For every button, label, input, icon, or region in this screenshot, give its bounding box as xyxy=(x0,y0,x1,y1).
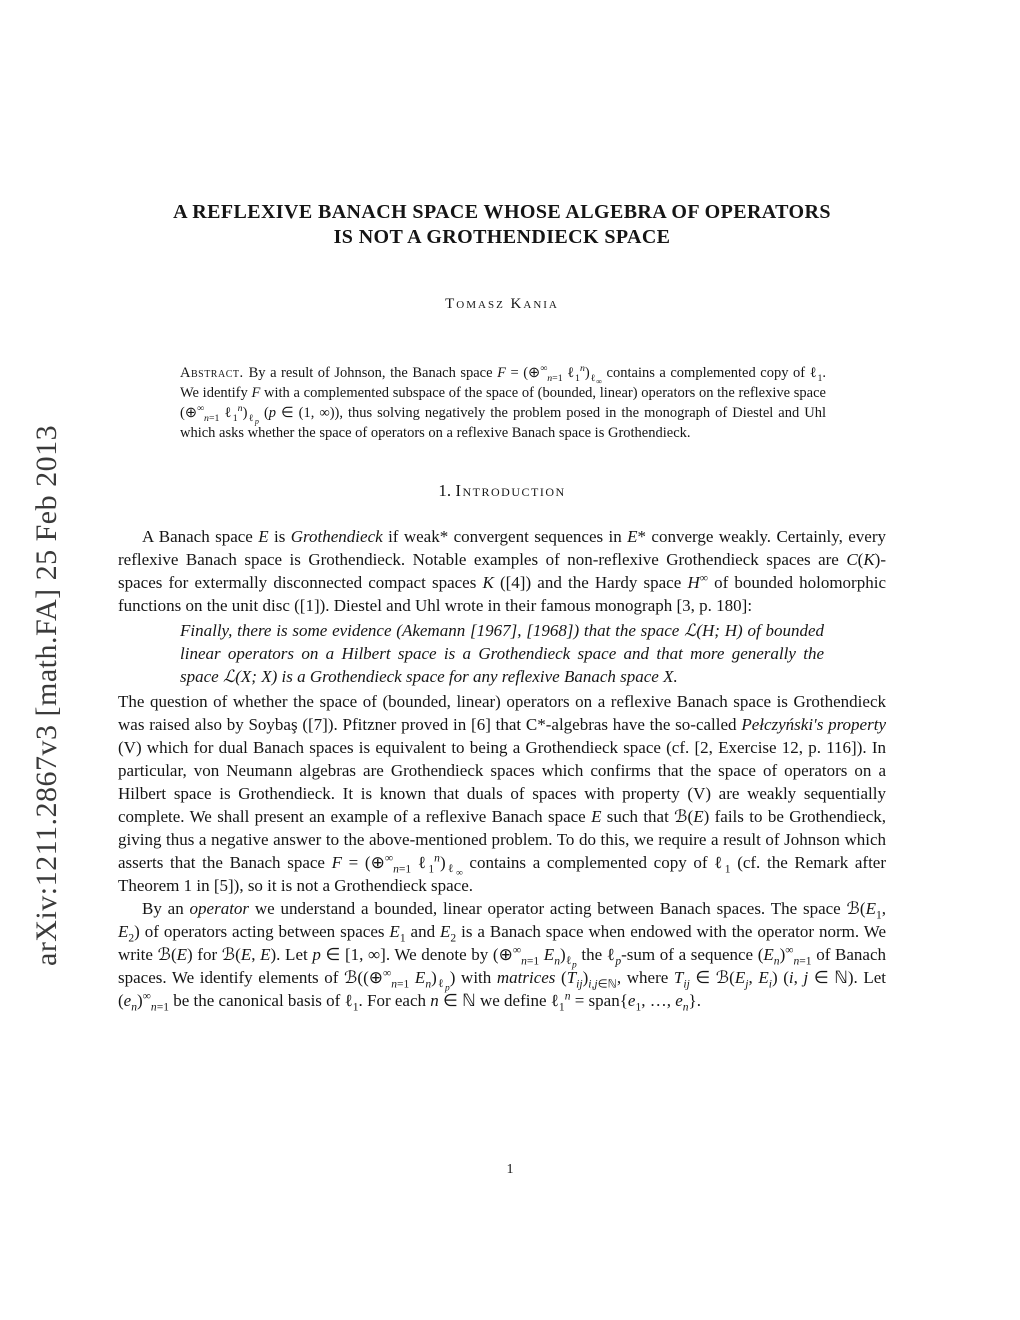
section-heading xyxy=(118,481,886,501)
abstract-label: Abstract. xyxy=(180,365,244,381)
paper-title xyxy=(118,200,886,250)
paragraph-3: By an operator we understand a bounded, linear operator acting between Banach spaces. The space $ℬ(E_1$, $E_2$) of operators acting between spaces $E_1$ and $E_2$ is a Banach space when endowed with the operator norm. We write ℬ(E) for ℬ(E, E). Let p ∈ [1, ∞]. We denote by ($\oplus^\infty_{n=1}$ $E_n)_{\ell_p}$ the ℓ$_p$-sum of a sequence $(E_n)^\infty_{n=1}$ of Banach spaces. We identify elements of $ℬ((\oplus^\infty_{n=1}$ $E_n)_{\ell_p}$) with matrices $(T_{ij})_{i,j\in ℕ}$, where $T_{ij}$ ∈ $ℬ(E_j$, $E_i$) (i, j ∈ ℕ). Let $(e_n)^\infty_{n=1}$ be the canonical basis of ℓ$_1$. For each n ∈ ℕ we define ℓ$_1^n$ = $span\{e_1$, …, $e_n$}. xyxy=(118,899,887,1014)
author-name: Tomasz Kania xyxy=(445,296,559,312)
paper-title-line2: IS NOT A GROTHENDIECK SPACE xyxy=(333,226,671,248)
section-title: Introduction xyxy=(455,481,566,500)
paragraph-1: A Banach space E is Grothendieck if weak* convergent sequences in E* converge weakly. Certainly, every reflexive Banach space is Grothendieck. Notable examples of non-reflexive Grothendieck spaces are C(K)-spaces for extermally disconnected compact spaces K ([4]) and the Hardy space H∞ of bounded holomorphic functions on the unit disc ([1]). Diestel and Uhl wrote in their famous monograph [3, p. 180]: xyxy=(118,527,886,615)
section-number: 1. xyxy=(438,481,452,500)
paper-content xyxy=(118,200,886,1012)
abstract xyxy=(180,363,826,443)
arxiv-identifier: arXiv:1211.2867v3 [math.FA] 25 Feb 2013 xyxy=(30,424,63,966)
abstract-text: By a result of Johnson, the Banach space $F = (\oplus^\infty_{n=1}$ $\ell_1^n)_{\ell_\infty}$ contains a complemented copy of ℓ$_1$. We identify F with a complemented subspace of the space of (bounded, linear) operators on the reflexive space ($\oplus^\infty_{n=1}$ $\ell_1^n)_{\ell_p}$ (p ∈ (1, ∞)), thus solving negatively the problem posed in the monograph of Diestel and Uhl which asks whether the space of operators on a reflexive Banach space is Grothendieck. xyxy=(180,363,827,441)
paper-title-line1: A REFLEXIVE BANACH SPACE WHOSE ALGEBRA OF OPERATORS xyxy=(173,201,831,223)
paragraph-2: The question of whether the space of (bounded, linear) operators on a reflexive Banach space is Grothendieck was raised also by Soybaş ([7]). Pfitzner proved in [6] that C*-algebras have the so-called Pełczyński's property (V) which for dual Banach spaces is equivalent to being a Grothendieck space (cf. [2, Exercise 12, p. 116]). In particular, von Neumann algebras are Grothendieck spaces which confirms that the space of operators on a Hilbert space is Grothendieck. It is known that duals of spaces with property (V) are weakly sequentially complete. We shall present an example of a reflexive Banach space E such that ℬ(E) fails to be Grothendieck, giving thus a negative answer to the above-mentioned problem. To do this, we require a result of Johnson which asserts that the Banach space $F = (\oplus^\infty_{n=1}$ $\ell_1^n)_{\ell_\infty}$ contains a complemented copy of ℓ$_1$ (cf. the Remark after Theorem 1 in [5]), so it is not a Grothendieck space. xyxy=(118,692,887,895)
page-number: 1 xyxy=(506,1162,514,1177)
body-text xyxy=(118,525,886,1012)
block-quote: Finally, there is some evidence (Akemann [1967], [1968]) that the space ℒ(H; H) of bounded linear operators on a Hilbert space is a Grothendieck space and that more generally the space ℒ(X; X) is a Grothendieck space for any reflexive Banach space X. xyxy=(180,621,824,686)
